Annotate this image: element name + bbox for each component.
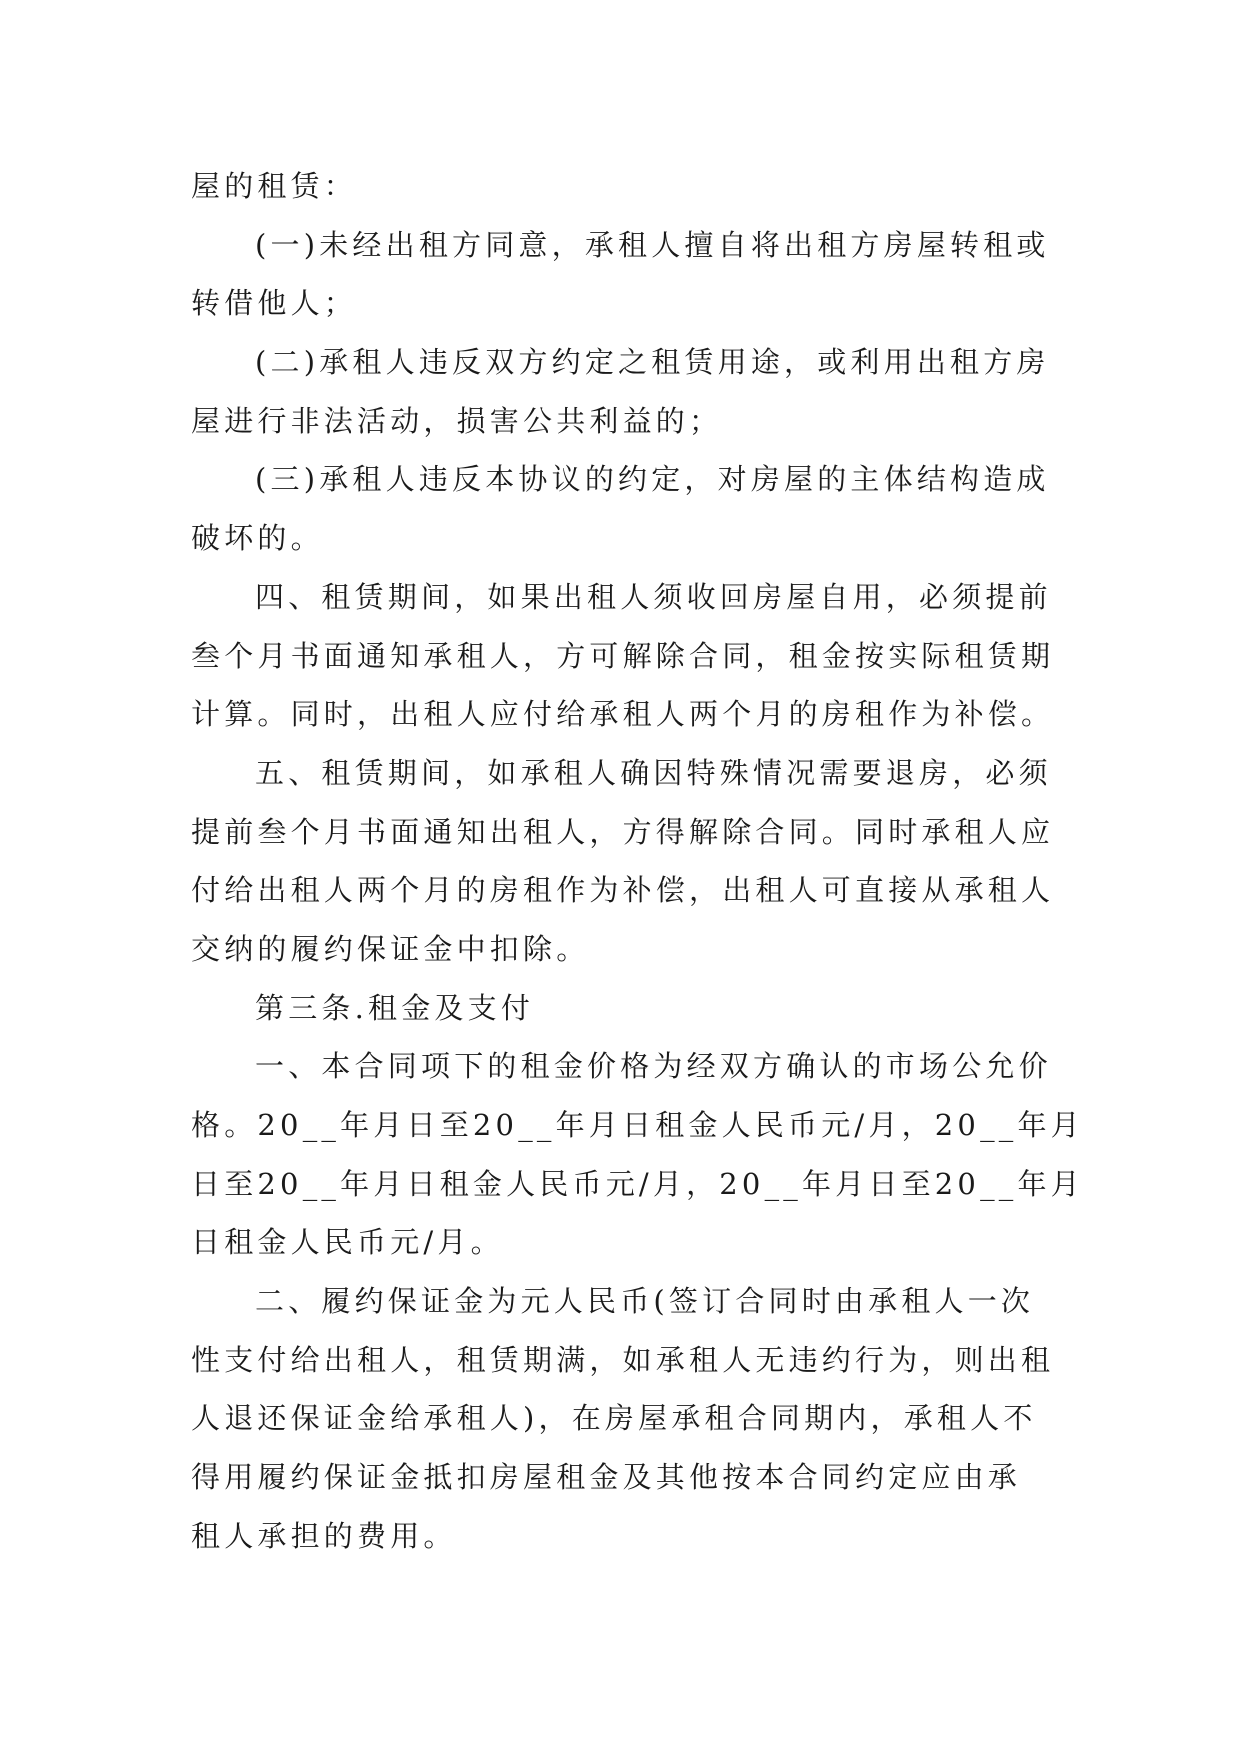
text-line: 转借他人； — [191, 286, 358, 321]
text-line: 一、本合同项下的租金价格为经双方确认的市场公允价 — [255, 1049, 1052, 1084]
text-line: (三)承租人违反本协议的约定，对房屋的主体结构造成 — [255, 462, 1050, 497]
section-heading: 第三条.租金及支付 — [255, 990, 535, 1025]
text-line: 屋进行非法活动，损害公共利益的； — [191, 403, 723, 438]
text-line: 叁个月书面通知承租人，方可解除合同，租金按实际租赁期 — [191, 638, 1055, 673]
text-line: 得用履约保证金抵扣房屋租金及其他按本合同约定应由承 — [191, 1460, 1022, 1495]
text-line: 付给出租人两个月的房租作为补偿，出租人可直接从承租人 — [191, 873, 1055, 908]
text-line: 破坏的。 — [191, 521, 324, 556]
text-line: 租人承担的费用。 — [191, 1518, 457, 1553]
text-line: 四、租赁期间，如果出租人须收回房屋自用，必须提前 — [255, 579, 1052, 614]
text-line: 格。20__年月日至20__年月日租金人民币元/月，20__年月 — [191, 1108, 1084, 1142]
text-line: 日至20__年月日租金人民币元/月，20__年月日至20__年月 — [191, 1166, 1084, 1201]
text-line: 提前叁个月书面通知出租人，方得解除合同。同时承租人应 — [191, 814, 1055, 849]
text-line: 性支付给出租人，租赁期满，如承租人无违约行为，则出租 — [191, 1342, 1055, 1377]
text-line: (二)承租人违反双方约定之租赁用途，或利用出租方房 — [255, 345, 1050, 380]
text-line: 交纳的履约保证金中扣除。 — [191, 931, 590, 966]
text-line: 日租金人民币元/月。 — [191, 1225, 504, 1260]
text-line: (一)未经出租方同意，承租人擅自将出租方房屋转租或 — [255, 227, 1050, 262]
text-line: 人退还保证金给承租人)，在房屋承租合同期内，承租人不 — [191, 1401, 1037, 1436]
text-line: 屋的租赁： — [191, 169, 358, 203]
text-line: 计算。同时，出租人应付给承租人两个月的房租作为补偿。 — [191, 697, 1055, 732]
document-body — [191, 157, 1084, 1566]
text-line: 五、租赁期间，如承租人确因特殊情况需要退房，必须 — [255, 755, 1052, 790]
text-line: 二、履约保证金为元人民币(签订合同时由承租人一次 — [255, 1284, 1035, 1319]
